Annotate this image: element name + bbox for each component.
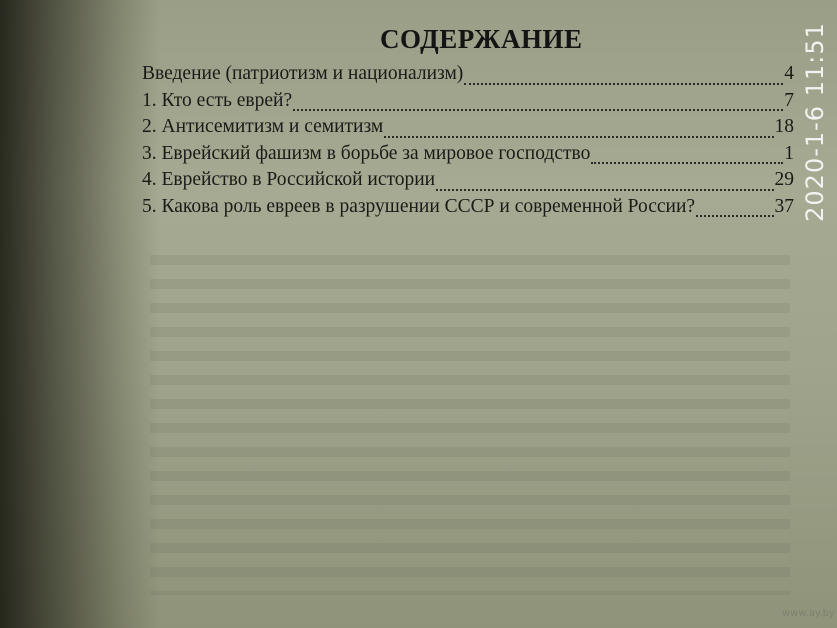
toc-entry-page: 1 xyxy=(784,142,794,164)
toc-entry-text: 2. Антисемитизм и семитизм xyxy=(142,116,384,137)
dot-leader xyxy=(696,215,773,217)
toc-entry-text: 3. Еврейский фашизм в борьбе за мировое господство xyxy=(142,142,591,164)
watermark: www.ay.by xyxy=(782,608,835,619)
bleed-through-text xyxy=(150,255,790,595)
toc-entry-text: Введение (патриотизм и национализм) xyxy=(142,63,464,84)
toc-entry-text: 1. Кто есть еврей? xyxy=(142,89,293,111)
dot-leader xyxy=(293,109,783,111)
toc-entry xyxy=(142,90,794,117)
toc-entry-page: 18 xyxy=(774,116,794,137)
toc-entry xyxy=(142,169,794,196)
dot-leader xyxy=(464,83,783,85)
toc-entry-text: 5. Какова роль евреев в разрушении СССР и современной России? xyxy=(142,195,696,217)
page-title: СОДЕРЖАНИЕ xyxy=(380,24,583,54)
toc-entry xyxy=(142,143,794,170)
toc-entry-page: 37 xyxy=(774,195,794,217)
toc-entry-page: 29 xyxy=(774,169,794,190)
toc-entry-page: 7 xyxy=(784,89,794,111)
dot-leader xyxy=(436,189,773,191)
toc-entry xyxy=(142,116,794,143)
toc-entry-page: 4 xyxy=(784,63,794,84)
dot-leader xyxy=(591,162,783,164)
photo-timestamp xyxy=(800,2,830,242)
table-of-contents xyxy=(142,63,794,222)
dot-leader xyxy=(384,136,773,138)
photo-timestamp-text: 2020-1-6 11:51 xyxy=(801,22,829,222)
toc-entry-text: 4. Еврейство в Российской истории xyxy=(142,169,436,190)
toc-entry xyxy=(142,196,794,223)
toc-entry xyxy=(142,63,794,90)
